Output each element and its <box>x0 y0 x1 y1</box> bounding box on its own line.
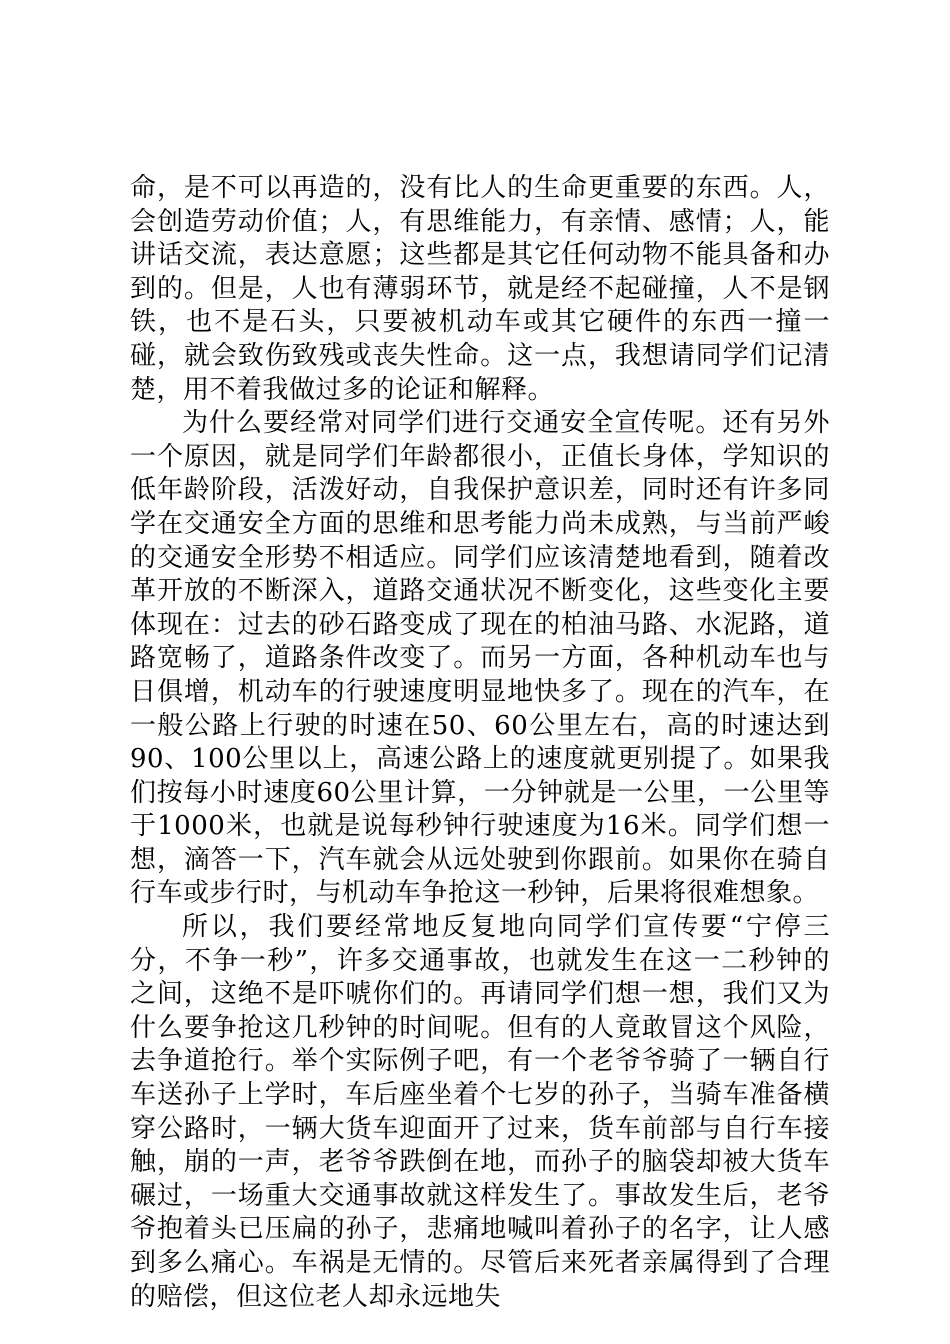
body-text <box>130 172 830 1314</box>
paragraph-2: 为什么要经常对同学们进行交通安全宣传呢。还有另外一个原因，就是同学们年龄都很小，正值长身体，学知识的低年龄阶段，活泼好动，自我保护意识差，同时还有许多同学在交通安全方面的思维和思考能力尚未成熟，与当前严峻的交通安全形势不相适应。同学们应该清楚地看到，随着改革开放的不断深入，道路交通状况不断变化，这些变化主要体现在：过去的砂石路变成了现在的柏油马路、水泥路，道路宽畅了，道路条件改变了。而另一方面，各种机动车也与日俱增，机动车的行驶速度明显地快多了。现在的汽车，在一般公路上行驶的时速在50、60公里左右，高的时速达到90、100公里以上，高速公路上的速度就更别提了。如果我们按每小时速度60公里计算，一分钟就是一公里，一公里等于1000米，也就是说每秒钟行驶速度为16米。同学们想一想，滴答一下，汽车就会从远处驶到你跟前。如果你在骑自行车或步行时，与机动车争抢这一秒钟，后果将很难想象。 <box>130 408 830 909</box>
paragraph-1: 命，是不可以再造的，没有比人的生命更重要的东西。人，会创造劳动价值；人，有思维能力，有亲情、感情；人，能讲话交流，表达意愿；这些都是其它任何动物不能具备和办到的。但是，人也有薄弱环节，就是经不起碰撞，人不是钢铁，也不是石头，只要被机动车或其它硬件的东西一撞一碰，就会致伤致残或丧失性命。这一点，我想请同学们记清楚，用不着我做过多的论证和解释。 <box>130 173 830 405</box>
paragraph-3: 所以，我们要经常地反复地向同学们宣传要“宁停三分，不争一秒”，许多交通事故，也就发生在这一二秒钟的之间，这绝不是吓唬你们的。再请同学们想一想，我们又为什么要争抢这几秒钟的时间呢。但有的人竟敢冒这个风险，去争道抢行。举个实际例子吧，有一个老爷爷骑了一辆自行车送孙子上学时，车后座坐着个七岁的孙子，当骑车准备横穿公路时，一辆大货车迎面开了过来，货车前部与自行车接触，崩的一声，老爷爷跌倒在地，而孙子的脑袋却被大货车碾过，一场重大交通事故就这样发生了。事故发生后，老爷爷抱着头已压扁的孙子，悲痛地喊叫着孙子的名字，让人感到多么痛心。车祸是无情的。尽管后来死者亲属得到了合理的赔偿，但这位老人却永远地失 <box>130 912 830 1312</box>
